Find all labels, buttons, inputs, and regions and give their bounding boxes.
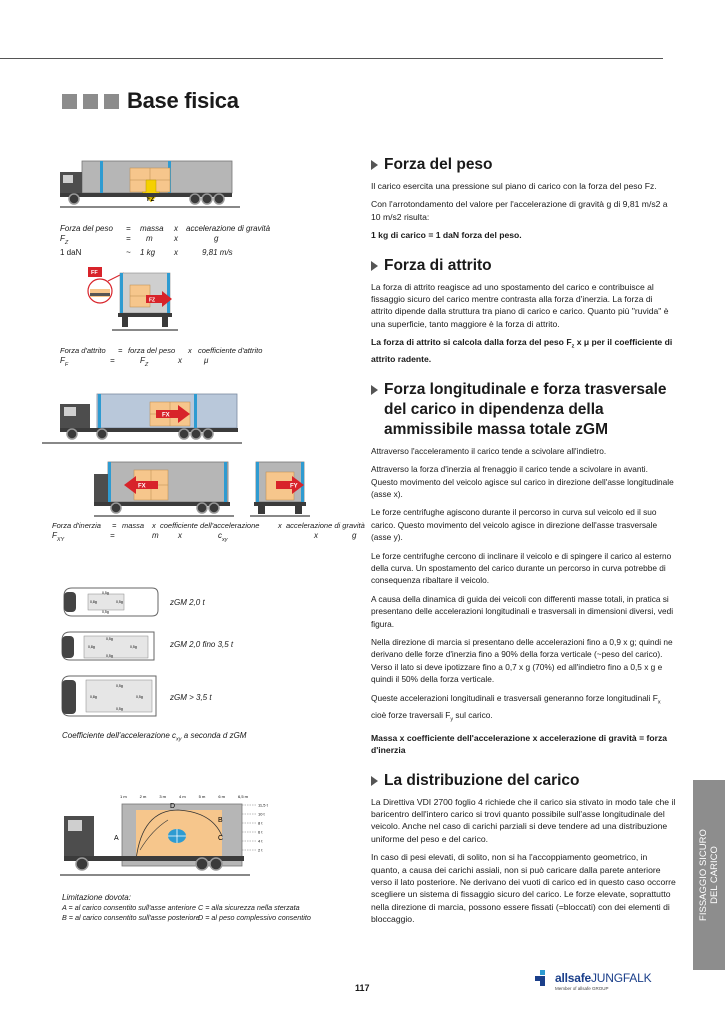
- logo-brand: allsafe: [555, 971, 591, 985]
- paragraph: La Direttiva VDI 2700 foglio 4 richiede che il carico sia stivato in modo tale che il baricentro dell'intero carico si trovi quanto possibile sull'asse longitudinale del veicolo. Anche nel caso di carichi parziali si deve tendere ad una distribuzione uniforme del peso e del carico.: [371, 796, 676, 844]
- formula-term: g: [214, 234, 219, 243]
- zone-d-label: D: [170, 803, 176, 810]
- allsafe-logo: [535, 970, 652, 991]
- longitudinal-force-figure: [42, 390, 242, 450]
- paragraph: In caso di pesi elevati, di solito, non si ha l'accoppiamento geometrico, in quanto, a causa dei carichi assiali, non si può caricare dalla parete anteriore verso il lato posteriore. Ne derivano dei vuoti di carico ed in questo caso occorre scegliere un sistema di fissaggio sicuro del carico. Le forze elevate, soprattutto nella direzione di marcia, possono essere fissati (=bloccati) con dei elementi di bloccaggio.: [371, 852, 676, 925]
- text: sul carico.: [453, 709, 493, 720]
- friction-force-formula: [60, 346, 262, 370]
- limitazione-legend: [62, 893, 311, 923]
- subscript: x: [657, 699, 661, 706]
- formula-term: accelerazione di gravità: [286, 521, 365, 530]
- section-title: La distribuzione del carico: [384, 771, 580, 789]
- chapter-side-tab: [693, 780, 725, 970]
- legend-title: Limitazione dovota:: [62, 893, 131, 902]
- page-number: 117: [355, 983, 370, 993]
- formula-term: m: [146, 234, 153, 243]
- fx-label: FX: [162, 412, 170, 419]
- section-distribution-heading: [371, 771, 676, 791]
- fx-label-2: FX: [138, 483, 146, 490]
- bold-statement: Massa x coefficiente dell'accelerazione x accelerazione di gravità = forza d'inerzia: [371, 732, 668, 756]
- load-chart-y-tick: 2 t: [258, 847, 263, 853]
- vehicle-diagram-medium: [60, 630, 160, 664]
- vehicle-diagram-large: [60, 674, 160, 720]
- heading-square-icon: [83, 94, 98, 109]
- caption-subscript: xy: [176, 736, 182, 743]
- zone-c-label: C: [218, 835, 224, 842]
- section-friction-heading: [371, 256, 676, 276]
- logo-tagline: Member of allsafe GROUP: [555, 986, 609, 991]
- formula-op: x: [178, 531, 182, 540]
- section-arrow-icon: [371, 385, 378, 395]
- load-chart-x-tick: 2 m: [139, 794, 147, 799]
- load-chart-y-tick: 8 t: [258, 820, 263, 826]
- logo-wordmark: [555, 971, 651, 985]
- formula-op: =: [112, 521, 117, 530]
- formula-op: =: [110, 531, 115, 540]
- formula-term: 9,81 m/s: [202, 247, 233, 257]
- logo-mark-icon: [535, 970, 551, 986]
- formula-symbol: c: [218, 531, 222, 540]
- coef-value: 0,8g: [88, 645, 95, 649]
- fz-label-2: FZ: [149, 297, 156, 304]
- load-chart-x-tick: 3 m: [159, 794, 167, 799]
- section-arrow-icon: [371, 160, 378, 170]
- vehicle-diagram-small: [62, 586, 162, 618]
- formula-term: 1 kg: [140, 247, 156, 257]
- formula-term: accelerazione di gravità: [186, 224, 271, 233]
- legend-item-b: B = al carico consentito sull'asse posteriore: [62, 913, 200, 922]
- paragraph: [371, 692, 676, 726]
- formula-op: x: [174, 247, 178, 257]
- load-chart-x-tick: 4 m: [179, 794, 186, 799]
- ff-label: FF: [91, 270, 98, 276]
- text: Queste accelerazioni longitudinali e trasversali generanno forze longitudinali F: [371, 692, 658, 703]
- inertia-force-formula: [52, 521, 365, 545]
- formula-subscript: XY: [56, 536, 65, 543]
- zone-b-label: B: [218, 817, 223, 824]
- coef-value: 0,8g: [90, 695, 97, 699]
- formula-op: x: [174, 224, 178, 233]
- formula-term: Forza d'attrito: [60, 346, 106, 355]
- formula-op: ~: [126, 247, 131, 257]
- formula-term: μ: [204, 356, 209, 365]
- formula-subscript: Z: [144, 361, 149, 368]
- formula-op: x: [178, 356, 182, 365]
- formula-op: =: [110, 356, 115, 365]
- side-tab-line: FISSAGGIO SICURO: [698, 829, 709, 921]
- section-arrow-icon: [371, 261, 378, 271]
- paragraph: Attraverso l'acceleramento il carico tende a scivolare all'indietro.: [371, 445, 607, 456]
- legend-item-c: C = alla sicurezza nella sterzata: [198, 903, 300, 912]
- page-heading: [62, 88, 239, 114]
- coef-value: 0,5g: [102, 610, 109, 614]
- right-column: [371, 155, 676, 932]
- formula-term: massa: [122, 521, 145, 530]
- formula-term: Forza d'inerzia: [52, 521, 101, 530]
- paragraph: Con l'arrotondamento del valore per l'accelerazione di gravità g di 9,81 m/s2 a 10 m/s2 risulta:: [371, 199, 668, 222]
- caption-text: Coefficiente dell'accelerazione c: [62, 731, 177, 740]
- formula-term: coefficiente dell'accelerazione: [160, 521, 260, 530]
- inertia-force-figure: [94, 460, 314, 520]
- section-title: Forza del peso: [384, 156, 493, 173]
- vehicle-label-small: zGM 2,0 t: [170, 598, 205, 607]
- load-chart-x-tick: 1 m: [120, 794, 127, 799]
- bold-statement: [371, 336, 676, 366]
- paragraph: Il carico esercita una pressione sul piano di carico con la forza del peso Fz.: [371, 181, 657, 191]
- coef-value: 0,5g: [106, 637, 113, 641]
- paragraph: Nella direzione di marcia si presentano delle accelerazioni fino a 0,9 x g; quindi ne derivano delle forze d'inerzia fino a 90% della forza verticale (~peso del carico). Verso il lato si deve ipotizzare fino a 0,7 x g (70%) ed all'indietro fino a 0,5 x g e quindi il 50% della forza verticale.: [371, 637, 673, 685]
- formula-op: =: [126, 224, 131, 233]
- weight-force-formula: [60, 224, 270, 258]
- vehicle-label-large: zGM > 3,5 t: [170, 693, 212, 702]
- legend-item-a: A = al carico consentito sull'asse anteriore: [62, 903, 196, 912]
- formula-term: Forza del peso: [60, 224, 113, 233]
- load-chart-y-tick: 6 t: [258, 829, 263, 835]
- paragraph: Le forze centrifughe agiscono durante il percorso in curva sul veicolo ed il suo carico. Questo movimento del veicolo agisce in direzione dell'asse trasversale (asse y).: [371, 507, 658, 543]
- formula-symbol: F: [60, 234, 65, 243]
- heading-square-icon: [62, 94, 77, 109]
- formula-term: m: [152, 531, 159, 540]
- coef-value: 0,8g: [90, 600, 97, 604]
- bold-statement: 1 kg di carico = 1 daN forza del peso.: [371, 230, 522, 241]
- top-rule: [0, 58, 663, 59]
- formula-symbol: F: [52, 531, 57, 540]
- coef-value: 0,5g: [106, 654, 113, 658]
- formula-subscript: xy: [222, 536, 228, 543]
- load-chart-x-tick: 6 m: [218, 794, 226, 799]
- fy-label: FY: [290, 483, 298, 490]
- formula-term: 1 daN: [60, 247, 82, 257]
- weight-force-figure: [60, 158, 240, 210]
- section-title: Forza di attrito: [384, 256, 492, 274]
- section-weight-heading: [371, 155, 676, 175]
- paragraph: Le forze centrifughe cercono di inclinare il veicolo e di spingere il carico al esterno della curva. Un spostamento del carico durante un percorso in curva potrebbe di consequenza ribaltare il veicolo.: [371, 550, 672, 586]
- coef-value: 0,5g: [130, 645, 137, 649]
- subscript: y: [450, 716, 454, 723]
- zone-a-label: A: [114, 835, 119, 842]
- load-chart-x-tick: 6,5 m: [238, 794, 249, 799]
- load-chart-y-tick: 11,5 t: [258, 802, 268, 808]
- text: cioè forze traversali F: [371, 709, 451, 720]
- formula-op: =: [118, 346, 123, 355]
- load-chart-y-tick: 10 t: [258, 811, 265, 817]
- fz-label: FZ: [147, 197, 155, 203]
- heading-square-icon: [104, 94, 119, 109]
- coef-value: 0,5g: [136, 695, 143, 699]
- formula-op: x: [174, 234, 178, 243]
- vehicle-label-medium: zGM 2,0 fino 3,5 t: [170, 640, 234, 649]
- load-distribution-figure: [60, 790, 270, 880]
- formula-term: coefficiente d'attrito: [198, 346, 263, 355]
- formula-subscript: F: [64, 361, 69, 368]
- formula-op: =: [126, 234, 131, 243]
- coef-value: 0,5g: [116, 707, 123, 711]
- formula-op: x: [188, 346, 192, 355]
- paragraph: A causa della dinamica di guida dei veicoli con differenti masse totali, in pratica si presentano delle accelerazioni longitudinali e trasversali in dimensioni diversi, vedi figura.: [371, 593, 674, 629]
- formula-term: massa: [140, 224, 164, 233]
- section-inertia-heading: [371, 380, 676, 440]
- load-chart-y-tick: 4 t: [258, 838, 263, 844]
- coef-value: 0,5g: [116, 684, 123, 688]
- coef-value: 0,5g: [116, 600, 123, 604]
- formula-op: x: [278, 521, 282, 530]
- section-arrow-icon: [371, 776, 378, 786]
- formula-op: x: [152, 521, 156, 530]
- side-tab-label: [693, 780, 725, 970]
- formula-symbol: F: [60, 356, 65, 365]
- load-chart-x-tick: 5 m: [198, 794, 206, 799]
- formula-subscript: Z: [64, 239, 69, 246]
- friction-force-figure: [82, 263, 182, 335]
- side-tab-line: DEL CARICO: [709, 846, 720, 904]
- logo-brand2: JUNGFALK: [590, 971, 652, 985]
- bold-subscript: z: [571, 343, 575, 350]
- section-title: Forza longitudinale e forza trasversale del carico in dipendenza della ammissibile massa totale zGM: [384, 380, 667, 438]
- paragraph: Attraverso la forza d'inerzia al frenaggio il carico tende a scivolare in avanti. Questo movimento del veicolo agisce sul carico in direzione dell'asse longitudinale (asse x).: [371, 464, 674, 499]
- formula-op: x: [314, 531, 318, 540]
- formula-term: g: [352, 531, 357, 540]
- page-title: Base fisica: [127, 88, 239, 113]
- legend-item-d: D = al peso complessivo consentito: [198, 913, 311, 922]
- coef-value: 0,5g: [102, 591, 109, 595]
- bold-text: x μ per il coefficiente di attrito radente.: [371, 337, 673, 365]
- vehicles-caption: [62, 731, 246, 743]
- paragraph: La forza di attrito reagisce ad uno spostamento del carico e contribuisce al fissaggio sicuro del carico mentre contrasta alla forza d'inerzia. La forza di attrito dipende dalla struttura tra piano di carico e carico. Quanto più "ruvida" è una superficie, tanto maggiore è la forza di attrito.: [371, 281, 669, 329]
- caption-text: a seconda d zGM: [181, 731, 247, 740]
- bold-text: La forza di attrito si calcola dalla forza del peso F: [371, 337, 572, 348]
- formula-symbol: F: [140, 356, 145, 365]
- formula-term: forza del peso: [128, 346, 176, 355]
